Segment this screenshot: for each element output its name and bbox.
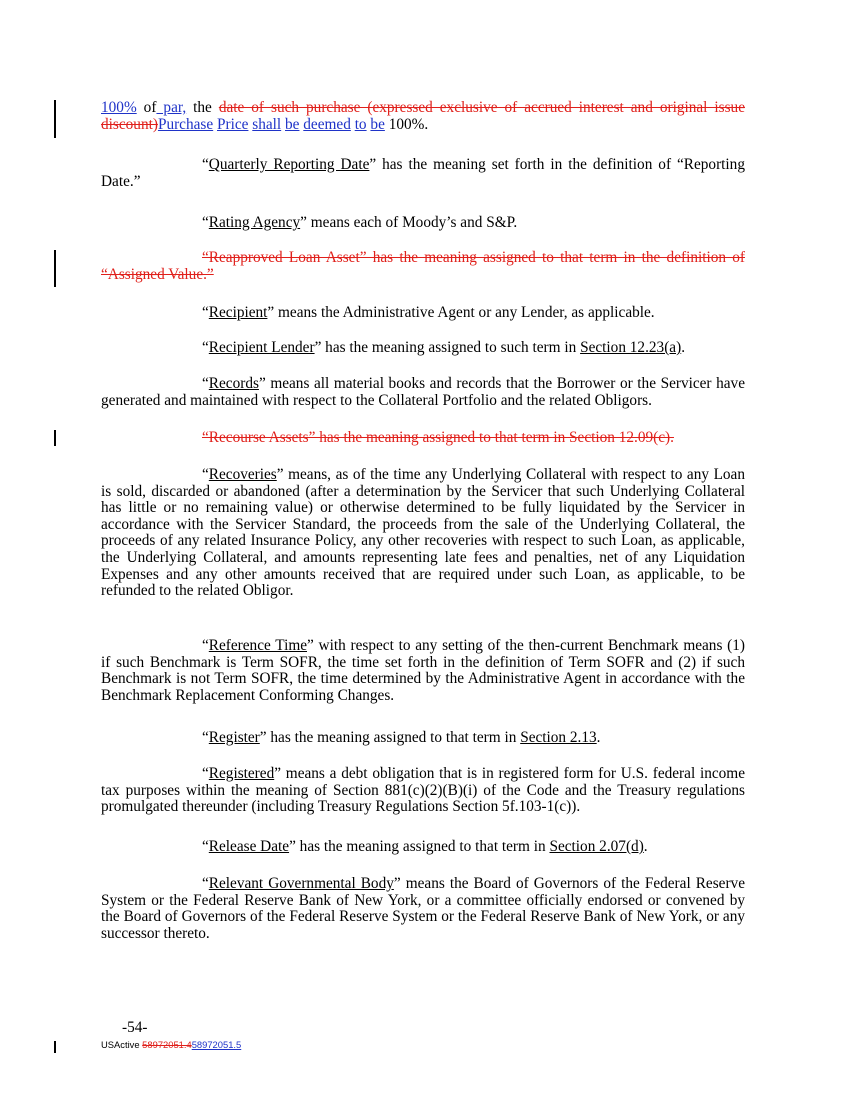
defined-term: Release Date	[208, 838, 290, 855]
definition-rating-agency: “Rating Agency” means each of Moody’s and S&P.	[202, 214, 518, 231]
definition-recourse-assets-deleted	[101, 430, 745, 447]
inserted-text: 100%	[101, 99, 137, 116]
defined-term: Recoveries	[208, 466, 277, 483]
footer-label: USActive	[101, 1039, 143, 1050]
text: 100%.	[388, 115, 429, 133]
definition-reapproved-loan-asset-deleted	[101, 250, 745, 283]
definition-quarterly-reporting-date: “Quarterly Reporting Date” has the meaning set forth in the definition of “Reporting Date.”	[101, 156, 745, 190]
definition-release-date: “Release Date” has the meaning assigned to that term in Section 2.07(d).	[202, 838, 648, 855]
definition-records: “Records” means all material books and records that the Borrower or the Servicer have generated and maintained with respect to the Collateral Portfolio and the related Obligors.	[101, 375, 745, 409]
defined-term: Rating Agency	[208, 214, 301, 231]
change-bar	[54, 430, 56, 446]
definition-text: ” has the meaning assigned to such term in	[314, 339, 581, 356]
section-reference: Section 2.13	[520, 729, 597, 746]
section-reference: Section 12.23(a)	[580, 339, 682, 356]
definition-text: ” means the Administrative Agent or any Lender, as applicable.	[267, 304, 655, 321]
definition-relevant-governmental-body: “Relevant Governmental Body” means the Board of Governors of the Federal Reserve System or the Federal Reserve Bank of New York, or a committee officially endorsed or convened by the Board of Governors of the Federal Reserve System or the Federal Reserve Bank of New York, or any successor thereto.	[101, 875, 745, 942]
defined-term: Registered	[208, 765, 275, 782]
defined-term: Register	[208, 729, 260, 746]
inserted-text: Purchase	[157, 115, 214, 133]
inserted-text: par,	[156, 99, 187, 116]
definition-recoveries: “Recoveries” means, as of the time any Underlying Collateral with respect to any Loan is sold, discarded or abandoned (after a determination by the Servicer that such Underlying Collateral has little or no remaining value) or otherwise determined to be fully liquidated by the Servicer in accordance with the Servicer Standard, the proceeds from the sale of the Underlying Collateral, the proceeds of any related Insurance Policy, any other recoveries with respect to such Loan, as applicable, the Underlying Collateral, and amounts representing late fees and penalties, net of any Liquidation Expenses and any other amounts received that are required under such Loan, as applicable, to be refunded to the related Obligor.	[101, 466, 745, 600]
definition-text: ” with respect to any setting of the then-current Benchmark means (1) if such Benchmark is Term SOFR, the time set forth in the definition of Term SOFR and (2) if such Benchmark is not Term SOFR, the time determined by the Administrative Agent in accordance with the Benchmark Replacement Conforming Changes.	[101, 637, 745, 704]
defined-term: Relevant Governmental Body	[208, 875, 394, 892]
punctuation: .	[681, 339, 686, 356]
definition-text: ” means a debt obligation that is in registered form for U.S. federal income tax purposes within the meaning of Section 881(c)(2)(B)(i) of the Code and the Treasury regulations promulgated thereunder (including Treasury Regulations Section 5f.103-1(c)).	[101, 765, 745, 816]
definition-registered: “Registered” means a debt obligation that is in registered form for U.S. federal income tax purposes within the meaning of Section 881(c)(2)(B)(i) of the Code and the Treasury regulations promulgated thereunder (including Treasury Regulations Section 5f.103-1(c)).	[101, 765, 745, 816]
definition-text: ” means, as of the time any Underlying Collateral with respect to any Loan is sold, discarded or abandoned (after a determination by the Servicer that such Underlying Collateral has little or no remaining value) or otherwise determined to be fully liquidated by the Servicer in accordance with the Servicer Standard, the proceeds from the sale of the Underlying Collateral, the proceeds of any related Insurance Policy, any other recoveries with respect to such Loan, as applicable, the Underlying Collateral, and amounts representing late fees and penalties, net of any Liquidation Expenses and any other amounts received that are required under such Loan, as applicable, to be refunded to the related Obligor.	[101, 466, 745, 600]
page-number: -54-	[122, 1019, 148, 1036]
defined-term: Reference Time	[208, 637, 308, 654]
section-reference: Section 2.07(d)	[549, 838, 644, 855]
definition-text: ” means each of Moody’s and S&P.	[300, 214, 518, 231]
defined-term: Recipient Lender	[208, 339, 315, 356]
definition-text: ” has the meaning set forth in the definition of “Reporting Date.”	[101, 156, 745, 190]
definition-recipient-lender: “Recipient Lender” has the meaning assigned to such term in Section 12.23(a).	[202, 339, 686, 356]
paragraph-purchase-price	[101, 100, 745, 133]
definition-text: ” has the meaning assigned to that term in	[289, 838, 550, 855]
definition-register: “Register” has the meaning assigned to that term in Section 2.13.	[202, 729, 601, 746]
punctuation: .	[643, 838, 648, 855]
inserted-text: to	[354, 115, 367, 133]
punctuation: .	[596, 729, 601, 746]
deleted-text: “Reapproved Loan Asset” has the meaning assigned to that term in the definition of “Assigned Value.”	[101, 249, 745, 283]
change-bar	[54, 100, 56, 138]
definition-text: ” has the meaning assigned to that term in	[259, 729, 521, 746]
footer-deleted-id: 58972051.4	[142, 1039, 192, 1050]
definition-text: ” means the Board of Governors of the Federal Reserve System or the Federal Reserve Bank of New York, or a committee officially endorsed or convened by the Board of Governors of the Federal Reserve System or the Federal Reserve Bank of New York, or any successor thereto.	[101, 875, 745, 942]
deleted-text: date of such purchase (expressed exclusive of accrued interest and original issue discount)	[101, 99, 745, 133]
text: the	[186, 99, 219, 116]
inserted-text: be	[285, 115, 300, 133]
change-bar	[54, 1041, 56, 1053]
footer-inserted-id: 58972051.5	[191, 1039, 242, 1050]
inserted-text: Price	[217, 115, 249, 133]
text: of	[136, 99, 157, 116]
defined-term: Quarterly Reporting Date	[208, 156, 370, 173]
definition-text: ” means all material books and records that the Borrower or the Servicer have generated and maintained with respect to the Collateral Portfolio and the related Obligors.	[101, 375, 745, 409]
defined-term: Recipient	[208, 304, 268, 321]
definition-recipient: “Recipient” means the Administrative Agent or any Lender, as applicable.	[202, 304, 655, 321]
definition-reference-time: “Reference Time” with respect to any setting of the then-current Benchmark means (1) if such Benchmark is Term SOFR, the time set forth in the definition of Term SOFR and (2) if such Benchmark is not Term SOFR, the time determined by the Administrative Agent in accordance with the Benchmark Replacement Conforming Changes.	[101, 637, 745, 704]
inserted-text: deemed	[303, 115, 351, 133]
inserted-text: be	[370, 115, 385, 133]
change-bar	[54, 250, 56, 287]
deleted-text: “Recourse Assets” has the meaning assigned to that term in Section 12.09(c).	[202, 429, 674, 446]
document-footer	[101, 1039, 241, 1050]
defined-term: Records	[208, 375, 259, 392]
inserted-text: shall	[252, 115, 282, 133]
